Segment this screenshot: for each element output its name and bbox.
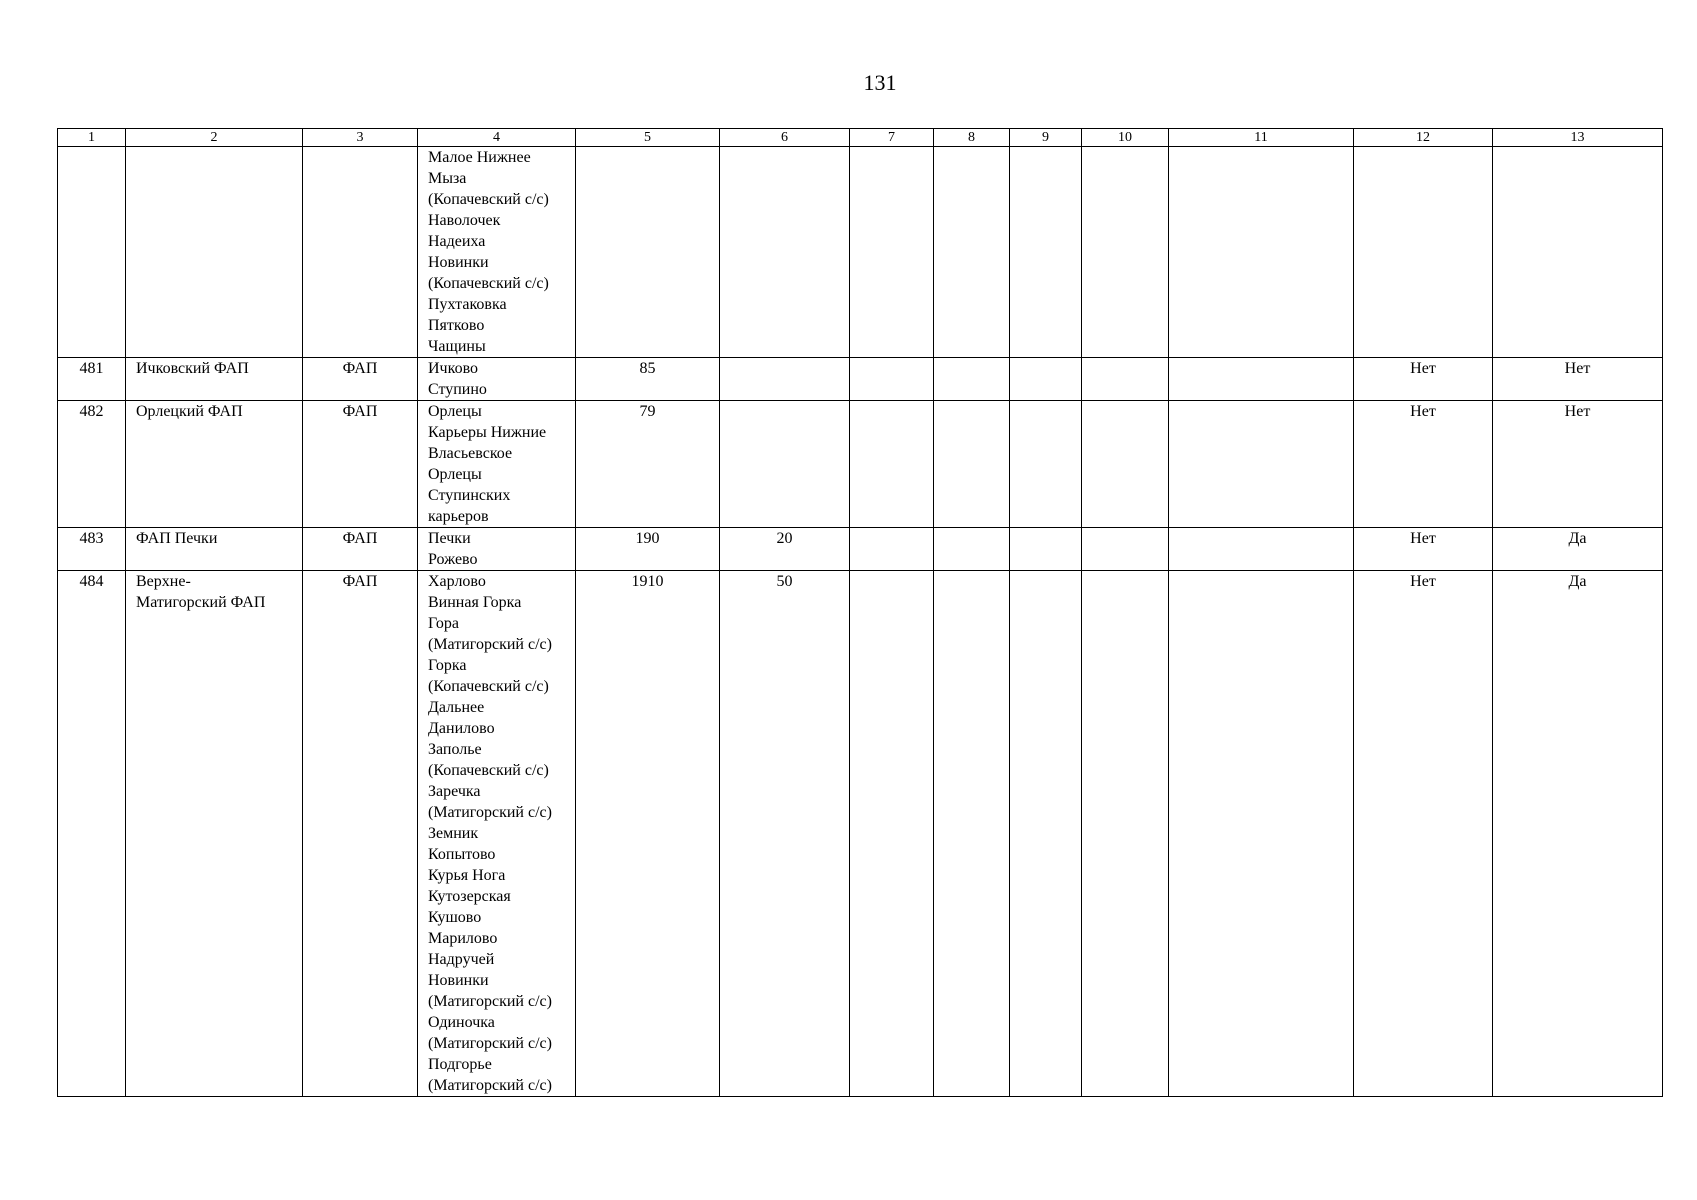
facility-type-cell: ФАП (303, 358, 418, 401)
column-header: 12 (1354, 129, 1493, 147)
settlement-line: Ступино (428, 381, 487, 398)
facility-type-cell: ФАП (303, 528, 418, 571)
settlement-line: Курья Нога (428, 867, 506, 884)
row-number-cell (58, 147, 126, 358)
settlement-line: Винная Горка (428, 594, 522, 611)
settlements-cell (418, 401, 576, 528)
column-header: 10 (1082, 129, 1169, 147)
settlement-line: Кутозерская (428, 888, 511, 905)
settlement-line: (Матигорский с/с) (428, 1035, 552, 1052)
column-header: 7 (850, 129, 934, 147)
facility-name-line: Орлецкий ФАП (136, 403, 243, 420)
col6-cell: 50 (720, 571, 850, 1097)
settlement-line: Власьевское (428, 445, 513, 462)
col11-cell (1169, 528, 1354, 571)
settlement-line: (Матигорский с/с) (428, 636, 552, 653)
facility-type-cell (303, 147, 418, 358)
col10-cell (1082, 147, 1169, 358)
settlements-cell (418, 358, 576, 401)
col13-cell (1493, 147, 1663, 358)
column-header: 5 (576, 129, 720, 147)
table-row (58, 147, 1663, 358)
settlement-line: Подгорье (428, 1056, 492, 1073)
settlement-line: (Матигорский с/с) (428, 1077, 552, 1094)
population-cell: 85 (576, 358, 720, 401)
settlement-line: карьеров (428, 508, 489, 525)
settlement-line: Надеиха (428, 233, 486, 250)
facility-name-cell (126, 571, 303, 1097)
population-cell: 79 (576, 401, 720, 528)
col11-cell (1169, 401, 1354, 528)
facility-name-cell (126, 401, 303, 528)
col11-cell (1169, 571, 1354, 1097)
column-header: 6 (720, 129, 850, 147)
settlement-line: Марилово (428, 930, 498, 947)
facility-name-cell (126, 358, 303, 401)
settlement-line: Ступинских (428, 487, 511, 504)
settlement-line: Малое Нижнее (428, 149, 531, 166)
header-row (58, 129, 1663, 147)
settlements-cell (418, 571, 576, 1097)
settlements-cell (418, 147, 576, 358)
settlement-line: Земник (428, 825, 479, 842)
col6-cell (720, 358, 850, 401)
settlement-line: Надручей (428, 951, 495, 968)
settlement-line: Наволочек (428, 212, 501, 229)
settlement-line: Мыза (428, 170, 467, 187)
column-header: 9 (1010, 129, 1082, 147)
settlement-line: (Копачевский с/с) (428, 678, 549, 695)
col7-cell (850, 528, 934, 571)
settlement-line: (Матигорский с/с) (428, 993, 552, 1010)
col13-cell: Да (1493, 528, 1663, 571)
row-number-cell: 484 (58, 571, 126, 1097)
col10-cell (1082, 571, 1169, 1097)
population-cell (576, 147, 720, 358)
column-header: 4 (418, 129, 576, 147)
population-cell: 190 (576, 528, 720, 571)
column-header: 1 (58, 129, 126, 147)
table-row (58, 358, 1663, 401)
col8-cell (934, 528, 1010, 571)
settlement-line: Карьеры Нижние (428, 424, 547, 441)
settlements-cell (418, 528, 576, 571)
col10-cell (1082, 401, 1169, 528)
col12-cell: Нет (1354, 528, 1493, 571)
settlement-line: Новинки (428, 972, 489, 989)
settlement-line: Чащины (428, 338, 486, 355)
col13-cell: Нет (1493, 401, 1663, 528)
settlement-line: Орлецы (428, 466, 482, 483)
facility-type-cell: ФАП (303, 571, 418, 1097)
settlement-line: Копытово (428, 846, 496, 863)
table-row (58, 401, 1663, 528)
row-number-cell: 483 (58, 528, 126, 571)
settlement-line: Печки (428, 530, 471, 547)
col7-cell (850, 147, 934, 358)
col8-cell (934, 571, 1010, 1097)
facility-name-line: Верхне- (136, 573, 191, 590)
settlement-line: Гора (428, 615, 459, 632)
settlement-line: Заполье (428, 741, 482, 758)
settlement-line: Одиночка (428, 1014, 495, 1031)
settlement-line: Орлецы (428, 403, 482, 420)
col6-cell (720, 401, 850, 528)
col8-cell (934, 358, 1010, 401)
settlement-line: Кушово (428, 909, 482, 926)
settlement-line: Пятково (428, 317, 485, 334)
data-table (57, 128, 1663, 1097)
settlement-line: Дальнее (428, 699, 485, 716)
facility-name-line: Матигорский ФАП (136, 594, 266, 611)
col9-cell (1010, 147, 1082, 358)
row-number-cell: 482 (58, 401, 126, 528)
table-row (58, 571, 1663, 1097)
row-number-cell: 481 (58, 358, 126, 401)
settlement-line: (Копачевский с/с) (428, 762, 549, 779)
col12-cell: Нет (1354, 358, 1493, 401)
col12-cell: Нет (1354, 401, 1493, 528)
col6-cell (720, 147, 850, 358)
facility-name-line: Ичковский ФАП (136, 360, 249, 377)
facility-name-line: ФАП Печки (136, 530, 218, 547)
column-header: 2 (126, 129, 303, 147)
col9-cell (1010, 358, 1082, 401)
settlement-line: Данилово (428, 720, 495, 737)
col13-cell: Нет (1493, 358, 1663, 401)
col8-cell (934, 401, 1010, 528)
settlement-line: Ичково (428, 360, 479, 377)
col11-cell (1169, 147, 1354, 358)
col11-cell (1169, 358, 1354, 401)
population-cell: 1910 (576, 571, 720, 1097)
settlement-line: (Матигорский с/с) (428, 804, 552, 821)
col7-cell (850, 358, 934, 401)
col9-cell (1010, 571, 1082, 1097)
col10-cell (1082, 528, 1169, 571)
col6-cell: 20 (720, 528, 850, 571)
column-header: 3 (303, 129, 418, 147)
col9-cell (1010, 401, 1082, 528)
col7-cell (850, 571, 934, 1097)
col12-cell (1354, 147, 1493, 358)
settlement-line: Харлово (428, 573, 486, 590)
column-header: 11 (1169, 129, 1354, 147)
facility-type-cell: ФАП (303, 401, 418, 528)
column-header: 8 (934, 129, 1010, 147)
page-number: 131 (863, 70, 897, 95)
facility-name-cell (126, 528, 303, 571)
settlement-line: Горка (428, 657, 467, 674)
col10-cell (1082, 358, 1169, 401)
table-row (58, 528, 1663, 571)
settlement-line: (Копачевский с/с) (428, 275, 549, 292)
col13-cell: Да (1493, 571, 1663, 1097)
col9-cell (1010, 528, 1082, 571)
facility-name-cell (126, 147, 303, 358)
settlement-line: Новинки (428, 254, 489, 271)
col7-cell (850, 401, 934, 528)
settlement-line: Заречка (428, 783, 481, 800)
settlement-line: Рожево (428, 551, 478, 568)
col12-cell: Нет (1354, 571, 1493, 1097)
settlement-line: (Копачевский с/с) (428, 191, 549, 208)
col8-cell (934, 147, 1010, 358)
settlement-line: Пухтаковка (428, 296, 507, 313)
column-header: 13 (1493, 129, 1663, 147)
